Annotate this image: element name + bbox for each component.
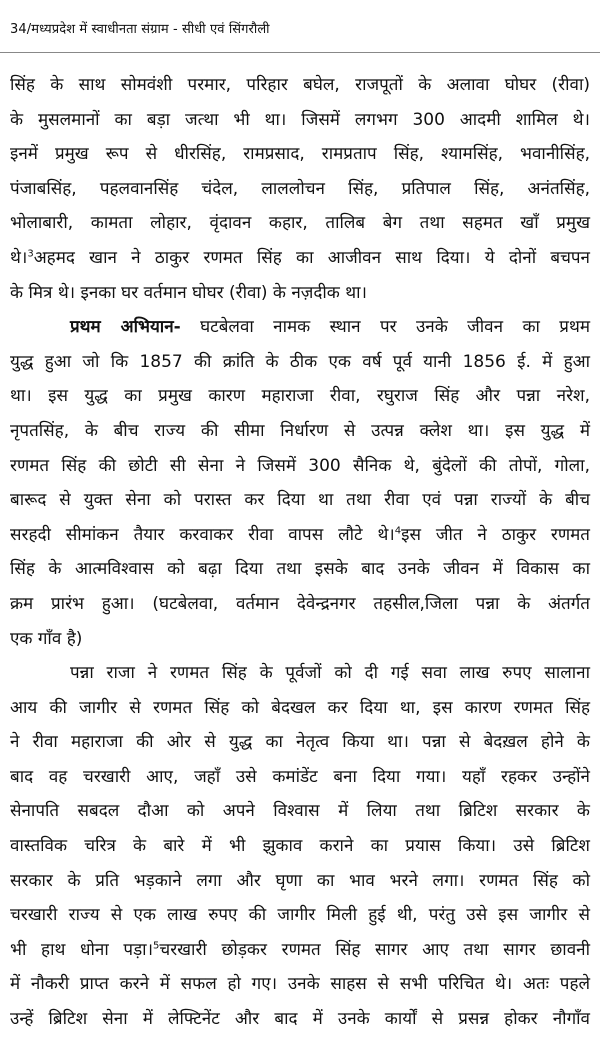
text-line: उन्हें ब्रिटिश सेना में लेफ्टिनेंट और बाद में उनके कार्यों से प्रसन्न होकर नौगाँव [10, 1009, 590, 1030]
text-line: एक गाँव है) [10, 628, 83, 649]
text-line: सिंह के आत्मविश्वास को बढ़ा दिया तथा इसके बाद उनके जीवन में विकास का [10, 559, 590, 580]
text-line: ने रीवा महाराजा की ओर से युद्ध का नेतृत्व किया था। पन्ना से बेदख़ल होने के [10, 732, 590, 753]
text-line: पंजाबसिंह, पहलवानसिंह चंदेल, लाललोचन सिंह, प्रतिपाल सिंह, अनंतसिंह, [10, 178, 590, 199]
text-line: बारूद से युक्त सेना को परास्त कर दिया था तथा रीवा एवं पन्ना राज्यों के बीच [10, 490, 590, 511]
text-line: क्रम प्रारंभ हुआ। (घटबेलवा, वर्तमान देवेन्द्रनगर तहसील,जिला पन्ना के अंतर्गत [10, 593, 590, 614]
text-fragment: इस जीत ने ठाकुर रणमत [401, 524, 590, 545]
text-line: आय की जागीर से रणमत सिंह को बेदखल कर दिया था, इस कारण रणमत सिंह [10, 697, 590, 718]
text-fragment: घटबेलवा नामक स्थान पर उनके जीवन का प्रथम [200, 317, 591, 338]
text-line: चरखारी राज्य से एक लाख रुपए की जागीर मिली हुई थी, परंतु उसे इस जागीर से [10, 905, 590, 926]
text-fragment: भी हाथ धोना पड़ा। [10, 939, 154, 960]
text-line: पन्ना राजा ने रणमत सिंह के पूर्वजों को दी गई सवा लाख रुपए सालाना [70, 663, 590, 684]
text-line [10, 933, 590, 968]
section-heading: प्रथम अभियान- [70, 317, 181, 338]
text-line: के मित्र थे। इनका घर वर्तमान घोघर (रीवा) के नज़दीक था। [10, 282, 367, 303]
text-line [10, 518, 590, 553]
footnote-marker: 3 [27, 248, 34, 260]
text-line: युद्ध हुआ जो कि 1857 की क्रांति के ठीक एक वर्ष पूर्व यानी 1856 ई. में हुआ [10, 351, 590, 372]
text-line: सिंह के साथ सोमवंशी परमार, परिहार बघेल, राजपूतों के अलावा घोघर (रीवा) [10, 75, 590, 95]
text-line: इनमें प्रमुख रूप से धीरसिंह, रामप्रसाद, रामप्रताप सिंह, श्यामसिंह, भवानीसिंह, [10, 144, 590, 165]
text-line: रणमत सिंह की छोटी सी सेना ने जिसमें 300 सैनिक थे, बुंदेलों की तोपों, गोला, [10, 455, 590, 476]
footnote-marker: 4 [394, 525, 402, 537]
text-line [10, 241, 590, 276]
text-line: में नौकरी प्राप्त करने में सफल हो गए। उनके साहस से सभी परिचित थे। अतः पहले [10, 974, 590, 995]
text-fragment: अहमद खान ने ठाकुर रणमत सिंह का आजीवन साथ दिया। ये दोनों बचपन [33, 247, 590, 268]
text-line: के मुसलमानों का बड़ा जत्था भी था। जिसमें लगभग 300 आदमी शामिल थे। [10, 109, 590, 130]
text-line: नृपतसिंह, के बीच राज्य की सीमा निर्धारण से उत्पन्न क्लेश था। इस युद्ध में [10, 420, 590, 441]
header-divider [0, 52, 600, 53]
text-line: था। इस युद्ध का प्रमुख कारण महाराजा रीवा, रघुराज सिंह और पन्ना नरेश, [10, 386, 590, 407]
text-fragment: थे। [10, 247, 28, 268]
text-fragment: सरहदी सीमांकन तैयार करवाकर रीवा वापस लौटे थे। [10, 524, 395, 545]
footnote-marker: 5 [153, 940, 160, 952]
body-text [10, 68, 590, 1037]
text-line: भोलाबारी, कामता लोहार, वृंदावन कहार, तालिब बेग तथा सहमत खाँ प्रमुख [10, 213, 590, 234]
text-line: बाद वह चरखारी आए, जहाँ उसे कमांडेंट बना दिया गया। यहाँ रहकर उन्होंने [10, 766, 590, 787]
text-line: वास्तविक चरित्र के बारे में भी झुकाव कराने का प्रयास किया। उसे ब्रिटिश [10, 836, 590, 857]
text-line [10, 310, 590, 345]
text-fragment: चरखारी छोड़कर रणमत सिंह सागर आए तथा सागर छावनी [159, 939, 590, 960]
text-line: सरकार के प्रति भड़काने लगा और घृणा का भाव भरने लगा। रणमत सिंह को [10, 870, 590, 891]
text-line: सेनापति सबदल दौआ को अपने विश्वास में लिया तथा ब्रिटिश सरकार के [10, 801, 590, 822]
running-head: 34/मध्यप्रदेश में स्वाधीनता संग्राम - सीधी एवं सिंगरौली [10, 22, 270, 37]
